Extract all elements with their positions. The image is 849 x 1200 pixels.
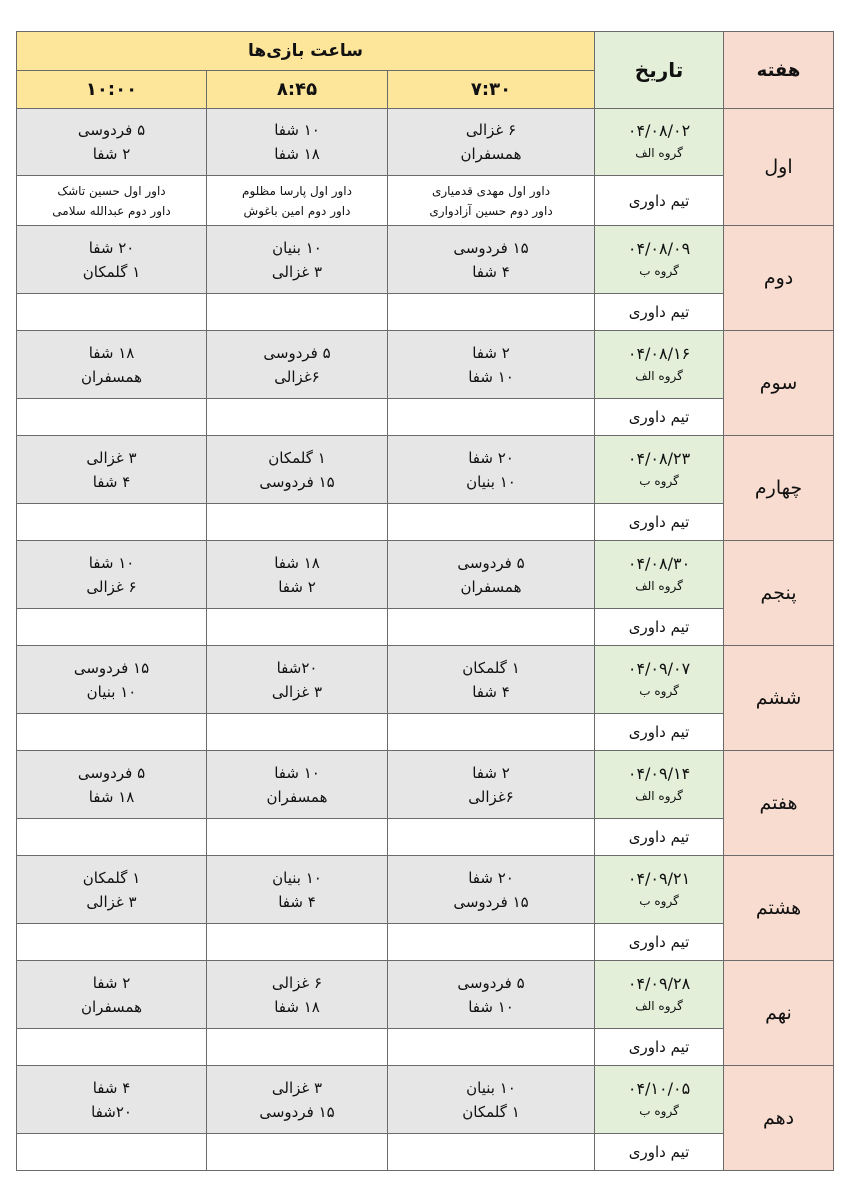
match-cell [17, 751, 207, 819]
match-cell [207, 541, 388, 609]
week-date-cell [595, 961, 724, 1029]
team-name: ۴ شفا [472, 262, 510, 281]
week-name: دوم [724, 226, 834, 331]
referee-cell-empty [207, 819, 388, 856]
team-name: همسفران [460, 145, 522, 163]
match-cell [17, 331, 207, 399]
referee-cell-empty [17, 504, 207, 541]
referee-team-label: تیم داوری [595, 714, 724, 751]
week-group: گروه ب [639, 473, 679, 488]
team-name: ۱۵ فردوسی [259, 472, 335, 491]
match-cell [388, 109, 595, 176]
time-header-2: ۸:۴۵ [207, 71, 388, 109]
team-name: ۲۰شفا [276, 658, 318, 677]
match-cell [207, 226, 388, 294]
week-date-cell [595, 109, 724, 176]
referee-cell-empty [17, 1029, 207, 1066]
match-cell [207, 856, 388, 924]
team-name: ۲۰شفا [91, 1102, 132, 1121]
week-date-cell [595, 1066, 724, 1134]
referee-cell-empty [207, 714, 388, 751]
match-cell [17, 436, 207, 504]
team-name: ۳ غزالی [271, 682, 323, 701]
match-cell [17, 961, 207, 1029]
week-name: چهارم [724, 436, 834, 541]
referee-row [17, 1134, 834, 1171]
referee-name: داور دوم عبدالله سلامی [52, 203, 171, 218]
week-row [17, 331, 834, 399]
team-name: ۱۰ شفا [468, 997, 514, 1016]
match-cell [17, 109, 207, 176]
referee-cell-empty [207, 504, 388, 541]
team-name: ۴ شفا [92, 472, 131, 491]
week-group: گروه ب [639, 263, 679, 278]
team-name: ۳ غزالی [86, 448, 137, 467]
referee-cell [388, 176, 595, 226]
referee-team-label: تیم داوری [595, 504, 724, 541]
match-cell [388, 1066, 595, 1134]
team-name: ۲۰ شفا [468, 448, 514, 467]
team-name: ۱۵ فردوسی [259, 1102, 335, 1121]
referee-cell-empty [388, 714, 595, 751]
game-times-header: ساعت بازی‌ها [17, 32, 595, 71]
referee-row [17, 609, 834, 646]
team-name: ۳ غزالی [271, 262, 323, 281]
week-date: ۰۴/۰۹/۰۷ [627, 658, 691, 678]
week-date: ۰۴/۰۹/۱۴ [627, 763, 691, 783]
team-name: ۲ شفا [472, 763, 510, 782]
match-cell [17, 226, 207, 294]
team-name: ۳ غزالی [271, 1078, 323, 1097]
referee-cell-empty [388, 1029, 595, 1066]
referee-cell-empty [388, 1134, 595, 1171]
referee-team-label: تیم داوری [595, 819, 724, 856]
referee-cell-empty [17, 609, 207, 646]
week-date-cell [595, 856, 724, 924]
team-name: ۱۰ بنیان [466, 1078, 516, 1097]
referee-team-label: تیم داوری [595, 1029, 724, 1066]
team-name: ۴ شفا [278, 892, 316, 911]
referee-cell-empty [17, 714, 207, 751]
match-cell [207, 751, 388, 819]
referee-team-label: تیم داوری [595, 924, 724, 961]
week-date: ۰۴/۰۸/۰۹ [627, 238, 691, 258]
week-group: گروه الف [635, 578, 683, 593]
referee-cell-empty [17, 1134, 207, 1171]
week-date-cell [595, 751, 724, 819]
team-name: ۳ غزالی [86, 892, 137, 911]
match-cell [17, 1066, 207, 1134]
team-name: ۱۸ شفا [274, 553, 320, 572]
match-cell [388, 646, 595, 714]
week-date-cell [595, 226, 724, 294]
team-name: ۱ گلمکان [462, 1102, 520, 1121]
week-row [17, 1066, 834, 1134]
team-name: ۱۵ فردوسی [453, 238, 529, 257]
week-row [17, 541, 834, 609]
referee-name: داور اول پارسا مظلوم [242, 183, 352, 198]
week-name: نهم [724, 961, 834, 1066]
team-name: ۱۰ شفا [88, 553, 135, 572]
time-header-1: ۷:۳۰ [388, 71, 595, 109]
match-cell [207, 646, 388, 714]
week-date: ۰۴/۰۸/۱۶ [627, 343, 691, 363]
team-name: ۱۰ بنیان [86, 682, 137, 701]
week-row [17, 856, 834, 924]
match-cell [207, 109, 388, 176]
week-date-cell [595, 436, 724, 504]
week-date: ۰۴/۰۸/۲۳ [627, 448, 691, 468]
match-cell [207, 961, 388, 1029]
team-name: ۲۰ شفا [468, 868, 514, 887]
referee-cell-empty [207, 294, 388, 331]
week-name: هفتم [724, 751, 834, 856]
week-group: گروه ب [639, 893, 679, 908]
week-row [17, 646, 834, 714]
week-group: گروه ب [639, 1103, 679, 1118]
match-cell [17, 541, 207, 609]
team-name: ۲۰ شفا [88, 238, 135, 257]
week-date: ۰۴/۰۸/۳۰ [627, 553, 691, 573]
week-date-cell [595, 331, 724, 399]
week-name: سوم [724, 331, 834, 436]
match-cell [207, 331, 388, 399]
week-row [17, 436, 834, 504]
week-group: گروه الف [635, 998, 683, 1013]
date-header: تاریخ [595, 32, 724, 109]
referee-row [17, 924, 834, 961]
match-cell [207, 436, 388, 504]
match-cell [388, 961, 595, 1029]
week-name: ششم [724, 646, 834, 751]
team-name: ۱ گلمکان [82, 868, 141, 887]
referee-name: داور دوم حسین آزادواری [429, 203, 553, 218]
referee-cell-empty [388, 504, 595, 541]
week-row [17, 226, 834, 294]
team-name: ۱۰ بنیان [466, 472, 516, 491]
team-name: ۱۰ شفا [468, 367, 514, 386]
match-cell [388, 436, 595, 504]
referee-team-label: تیم داوری [595, 294, 724, 331]
team-name: ۶ غزالی [271, 973, 323, 992]
team-name: ۵ فردوسی [457, 973, 525, 992]
schedule-table [16, 31, 834, 1171]
team-name: ۲ شفا [92, 973, 131, 992]
referee-cell-empty [388, 924, 595, 961]
team-name: ۶ غزالی [465, 121, 517, 139]
match-cell [388, 226, 595, 294]
week-group: گروه الف [635, 368, 683, 383]
team-name: همسفران [81, 367, 143, 386]
referee-team-label: تیم داوری [595, 609, 724, 646]
team-name: ۲ شفا [278, 577, 316, 596]
referee-cell-empty [17, 924, 207, 961]
referee-name: داور اول حسین تاشک [57, 183, 166, 198]
referee-cell-empty [388, 399, 595, 436]
referee-cell-empty [388, 819, 595, 856]
team-name: ۶غزالی [468, 787, 514, 806]
referee-name: داور اول مهدی قدمیاری [431, 183, 551, 198]
team-name: ۵ فردوسی [457, 553, 525, 572]
referee-cell-empty [388, 609, 595, 646]
week-name: پنجم [724, 541, 834, 646]
team-name: ۱۰ بنیان [272, 238, 322, 257]
match-cell [388, 331, 595, 399]
team-name: ۱۸ شفا [274, 145, 320, 163]
match-cell [388, 751, 595, 819]
team-name: ۱۵ فردوسی [73, 658, 150, 677]
referee-cell [207, 176, 388, 226]
team-name: ۱ گلمکان [82, 262, 141, 281]
week-row [17, 961, 834, 1029]
referee-row [17, 504, 834, 541]
week-date: ۰۴/۱۰/۰۵ [627, 1078, 691, 1098]
referee-cell-empty [207, 924, 388, 961]
referee-cell-empty [17, 294, 207, 331]
team-name: همسفران [81, 997, 143, 1016]
week-group: گروه ب [639, 683, 679, 698]
referee-cell-empty [207, 609, 388, 646]
week-row [17, 109, 834, 176]
week-date: ۰۴/۰۸/۰۲ [627, 121, 691, 140]
referee-cell-empty [388, 294, 595, 331]
referee-row [17, 714, 834, 751]
week-date-cell [595, 646, 724, 714]
time-header-3: ۱۰:۰۰ [17, 71, 207, 109]
referee-cell-empty [17, 399, 207, 436]
referee-cell-empty [207, 399, 388, 436]
team-name: ۴ شفا [472, 682, 510, 701]
referee-row [17, 294, 834, 331]
team-name: ۵ فردوسی [77, 121, 146, 139]
match-cell [17, 856, 207, 924]
team-name: ۶غزالی [274, 367, 320, 386]
referee-cell-empty [17, 819, 207, 856]
team-name: ۱۸ شفا [88, 787, 135, 806]
week-date: ۰۴/۰۹/۲۸ [627, 973, 691, 993]
referee-cell [17, 176, 207, 226]
team-name: ۶ غزالی [86, 577, 137, 596]
schedule-body [17, 109, 834, 1171]
week-name: اول [724, 109, 834, 226]
referee-row [17, 1029, 834, 1066]
team-name: ۱ گلمکان [268, 448, 326, 467]
referee-team-label: تیم داوری [595, 176, 724, 226]
team-name: ۱۰ شفا [274, 121, 320, 139]
week-row [17, 751, 834, 819]
team-name: ۱۸ شفا [274, 997, 320, 1016]
team-name: همسفران [266, 787, 328, 806]
team-name: ۱۰ بنیان [272, 868, 322, 887]
week-date-cell [595, 541, 724, 609]
week-group: گروه الف [635, 788, 683, 803]
week-name: هشتم [724, 856, 834, 961]
referee-cell-empty [207, 1029, 388, 1066]
team-name: ۱۵ فردوسی [453, 892, 529, 911]
referee-row [17, 399, 834, 436]
week-group: گروه الف [635, 146, 683, 160]
match-cell [388, 856, 595, 924]
week-name: دهم [724, 1066, 834, 1171]
team-name: ۴ شفا [92, 1078, 131, 1097]
team-name: ۱ گلمکان [462, 658, 520, 677]
referee-row [17, 176, 834, 226]
referee-name: داور دوم امین باغوش [243, 203, 351, 218]
referee-team-label: تیم داوری [595, 399, 724, 436]
team-name: ۵ فردوسی [263, 343, 331, 362]
week-header: هفته [724, 32, 834, 109]
referee-cell-empty [207, 1134, 388, 1171]
referee-team-label: تیم داوری [595, 1134, 724, 1171]
team-name: ۲ شفا [92, 145, 131, 163]
team-name: ۵ فردوسی [77, 763, 146, 782]
referee-row [17, 819, 834, 856]
team-name: ۲ شفا [472, 343, 510, 362]
week-date: ۰۴/۰۹/۲۱ [627, 868, 691, 888]
match-cell [388, 541, 595, 609]
team-name: ۱۰ شفا [274, 763, 320, 782]
match-cell [17, 646, 207, 714]
team-name: همسفران [460, 577, 522, 596]
team-name: ۱۸ شفا [88, 343, 135, 362]
match-cell [207, 1066, 388, 1134]
